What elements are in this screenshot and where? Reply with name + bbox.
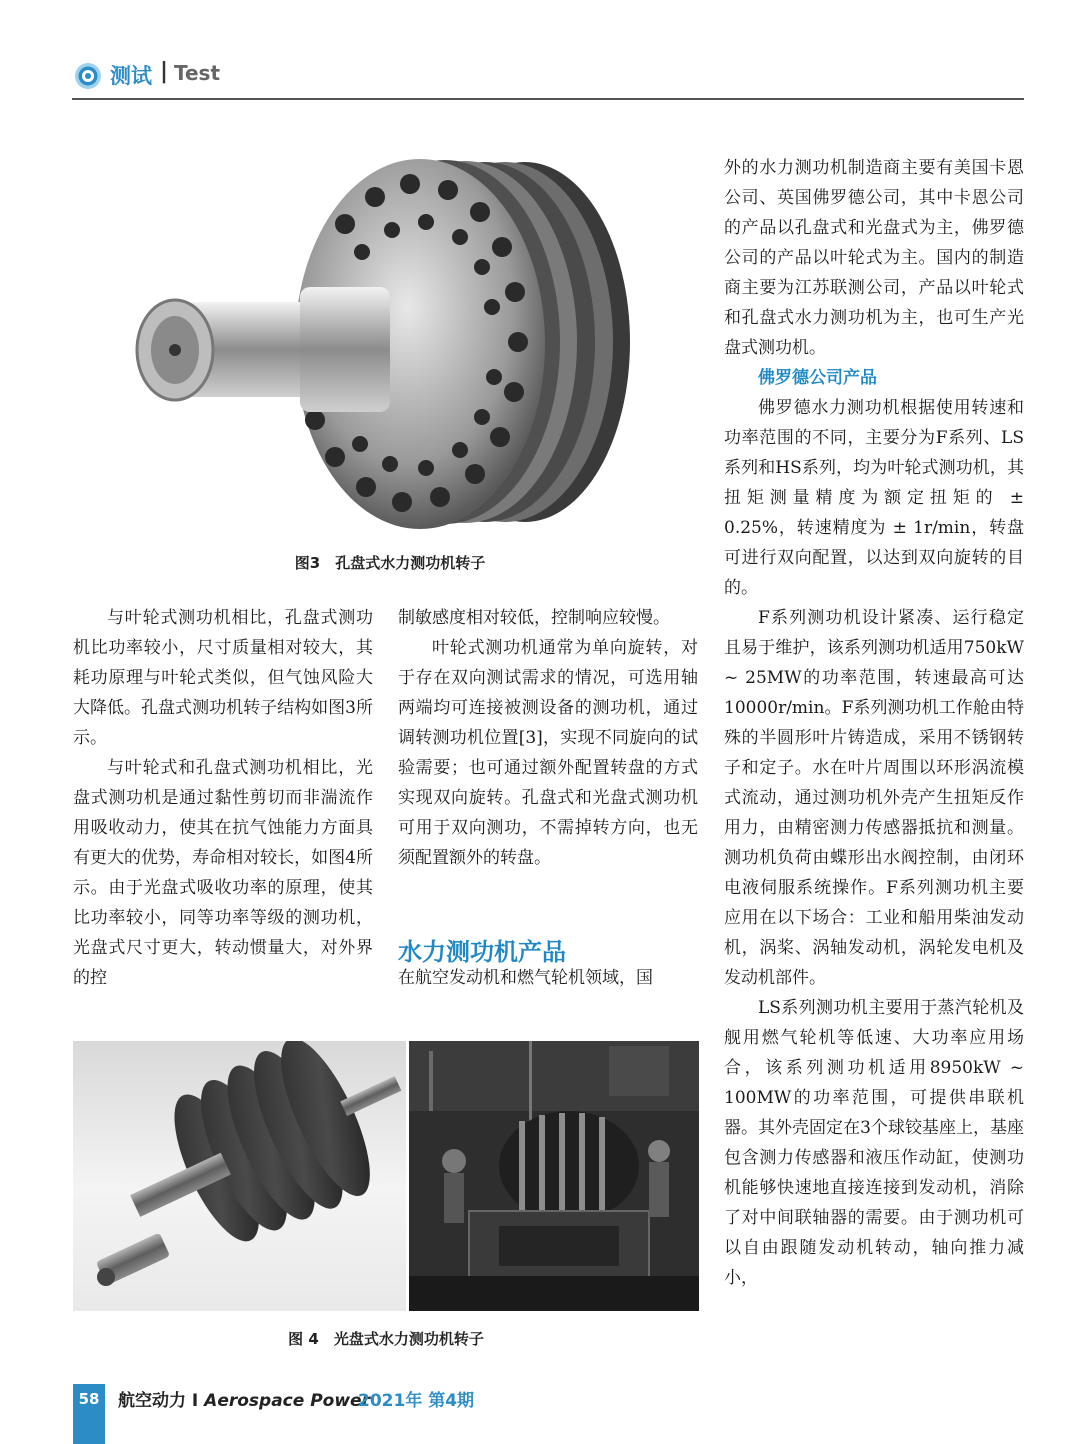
paragraph: 佛罗德水力测功机根据使用转速和功率范围的不同，主要分为F系列、LS系列和HS系列，均为叶轮式测功机，其扭矩测量精度为额定扭矩的 ± 0.25%，转速精度为 ± 1r/min，转盘可进行双向配置，以达到双向旋转的目的。 [724, 398, 1024, 598]
figure-3-caption: 图3 孔盘式水力测功机转子 [294, 554, 486, 572]
figure-4-installation-image [409, 1041, 699, 1311]
page-number: 58 [78, 1390, 100, 1408]
text-column-middle-continued [398, 963, 698, 993]
paragraph: F系列测功机设计紧凑、运行稳定且易于维护，该系列测功机适用750kW ~ 25MW的功率范围，转速最高可达10000r/min。F系列测功机工作舱由特殊的半圆形叶片铸造成，采用不锈钢转子和定子。水在叶片周围以环形涡流模式流动，通过测功机外壳产生扭矩反作用力，由精密测力传感器抵抗和测量。测功机负荷由蝶形出水阀控制，由闭环电液伺服系统操作。F系列测功机主要应用在以下场合：工业和船用柴油发动机，涡桨、涡轴发动机，涡轮发电机及发动机部件。 [724, 608, 1024, 988]
paragraph: 在航空发动机和燃气轮机领域，国 [398, 968, 653, 988]
section-title-cn: 测试 [110, 64, 152, 88]
figure-4-caption: 图 4 光盘式水力测功机转子 [288, 1330, 484, 1348]
section-logo-icon [74, 62, 102, 90]
section-heading: 水力测功机产品 [398, 938, 566, 966]
magazine-name [118, 1386, 370, 1411]
paragraph: 叶轮式测功机通常为单向旋转，对于存在双向测试需求的情况，可选用轴两端均可连接被测设备的测功机，通过调转测功机位置[3]，实现不同旋向的试验需要；也可通过额外配置转盘的方式实现双向旋转。孔盘式和光盘式测功机可用于双向测功，不需掉转方向，也无须配置额外的转盘。 [398, 638, 698, 868]
header-divider [72, 98, 1024, 100]
paragraph: LS系列测功机主要用于蒸汽轮机及舰用燃气轮机等低速、大功率应用场合，该系列测功机适用8950kW ~ 100MW的功率范围，可提供串联机器。其外壳固定在3个球铰基座上，基座包含测力传感器和液压作动缸，使测功机能够快速地直接连接到发动机，消除了对中间联轴器的需要。由于测功机可以自由跟随发动机转动，轴向推力减小， [724, 998, 1024, 1288]
paragraph: 制敏感度相对较低，控制响应较慢。 [398, 608, 670, 628]
paragraph: 与叶轮式和孔盘式测功机相比，光盘式测功机是通过黏性剪切而非湍流作用吸收动力，使其在抗气蚀能力方面具有更大的优势，寿命相对较长，如图4所示。由于光盘式吸收功率的原理，使其比功率较小，同等功率等级的测功机，光盘式尺寸更大，转动惯量大，对外界的控 [73, 758, 373, 988]
paragraph: 外的水力测功机制造商主要有美国卡恩公司、英国佛罗德公司，其中卡恩公司的产品以孔盘式和光盘式为主，佛罗德公司的产品以叶轮式为主。国内的制造商主要为江苏联测公司，产品以叶轮式和孔盘式水力测功机为主，也可生产光盘式测功机。 [724, 158, 1024, 358]
issue-number: 2021年 第4期 [358, 1391, 475, 1411]
section-title-en: Test [174, 61, 221, 85]
subsection-heading: 佛罗德公司产品 [758, 368, 877, 388]
page-header [72, 56, 1024, 100]
figure-3-image [130, 152, 650, 537]
figure-4-rotor-image [73, 1041, 406, 1311]
text-column-right [724, 153, 1024, 1293]
magazine-name-cn: 航空动力 I [118, 1391, 205, 1411]
text-column-left [73, 603, 373, 993]
section-separator: | [160, 59, 169, 84]
magazine-name-en: Aerospace Power [204, 1391, 370, 1411]
text-column-middle [398, 603, 698, 873]
paragraph: 与叶轮式测功机相比，孔盘式测功机比功率较小，尺寸质量相对较大，其耗功原理与叶轮式类似，但气蚀风险大大降低。孔盘式测功机转子结构如图3所示。 [73, 608, 373, 748]
